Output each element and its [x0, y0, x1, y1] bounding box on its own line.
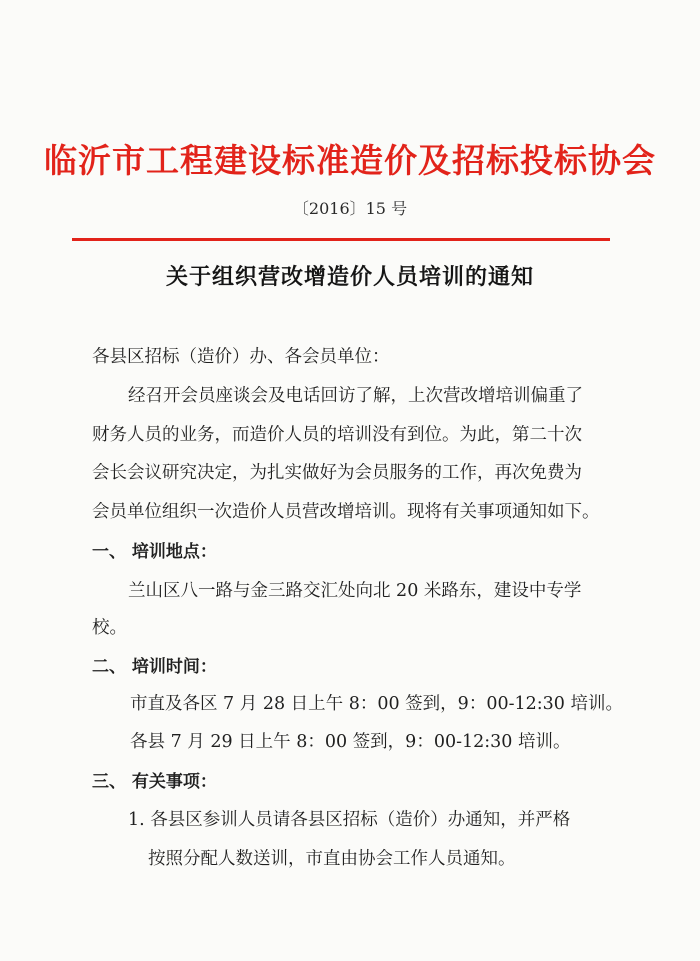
red-divider: [72, 238, 610, 241]
matters-item-line: 按照分配人数送训，市直由协会工作人员通知。: [148, 849, 516, 869]
organization-title: 临沂市工程建设标准造价及招标投标协会: [44, 141, 656, 180]
notice-title: 关于组织营改增造价人员培训的通知: [165, 264, 534, 290]
section-heading-matters: 三、 有关事项：: [92, 772, 217, 792]
time-line: 各县 7 月 29 日上午 8：00 签到，9：00-12:30 培训。: [130, 732, 571, 752]
time-line: 市直及各区 7 月 28 日上午 8：00 签到，9：00-12:30 培训。: [130, 694, 623, 714]
document-number: 〔2016〕15 号: [292, 199, 408, 218]
intro-line: 经召开会员座谈会及电话回访了解，上次营改增培训偏重了: [128, 386, 583, 406]
salutation: 各县区招标（造价）办、各会员单位：: [92, 347, 390, 367]
location-line: 校。: [92, 618, 127, 638]
intro-line: 会员单位组织一次造价人员营改增培训。现将有关事项通知如下。: [92, 502, 600, 522]
location-line: 兰山区八一路与金三路交汇处向北 20 米路东，建设中专学: [128, 581, 582, 601]
intro-line: 财务人员的业务，而造价人员的培训没有到位。为此，第二十次: [92, 425, 582, 445]
section-heading-time: 二、 培训时间：: [92, 657, 217, 677]
intro-line: 会长会议研究决定，为扎实做好为会员服务的工作，再次免费为: [92, 463, 582, 483]
matters-item-line: 1. 各县区参训人员请各县区招标（造价）办通知，并严格: [128, 810, 571, 830]
section-heading-location: 一、 培训地点：: [92, 542, 217, 562]
